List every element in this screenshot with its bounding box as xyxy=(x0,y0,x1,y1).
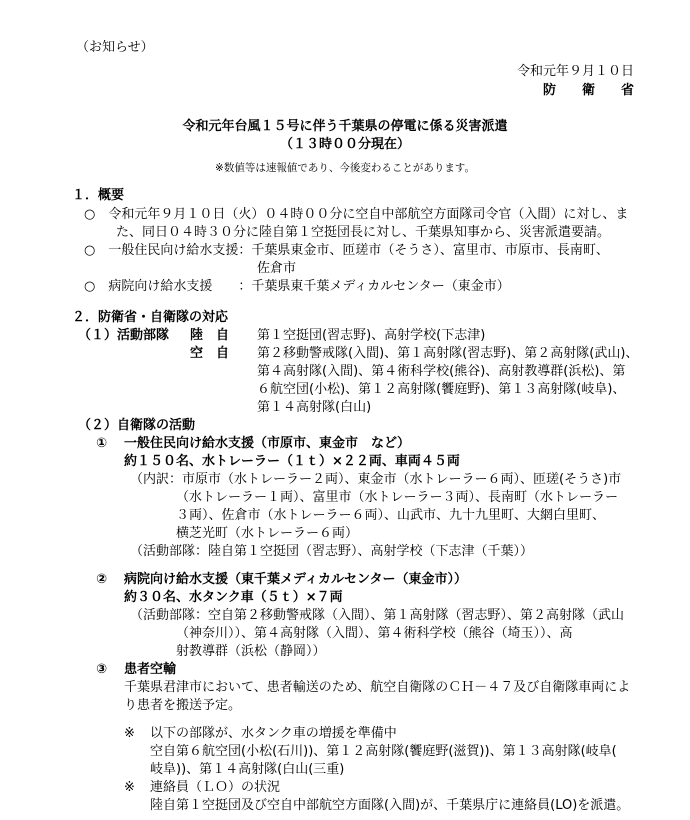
asdf-label: 空 自 xyxy=(190,346,230,361)
item-number: ① xyxy=(96,436,108,451)
document-title: 令和元年台風１５号に伴う千葉県の停電に係る災害派遣 xyxy=(182,119,508,134)
gsdf-units: 第１空挺団(習志野)、高射学校(下志津) xyxy=(257,328,486,343)
overview-line: ○ 令和元年９月１０日（火）０４時００分に空自中部航空方面隊司令官（入間）に対し、ま xyxy=(84,207,629,222)
item-text-line: り患者を搬送予定。 xyxy=(124,698,242,713)
issuer: 防 衛 省 xyxy=(542,83,634,98)
overview-line: 佐倉市 xyxy=(257,261,297,276)
overview-line: た、同日０４時３０分に陸自第１空挺団長に対し、千葉県知事から、災害派遣要請。 xyxy=(116,225,611,240)
item-number: ③ xyxy=(96,662,108,677)
item-text-line: 千葉県君津市において、患者輸送のため、航空自衛隊のＣＨ－４７及び自衛隊車両によ xyxy=(124,680,631,695)
item-summary: 約１５０名、水トレーラー（１ｔ）×２２両、車両４５両 xyxy=(124,454,460,469)
subsection-activities-label: （２）自衛隊の活動 xyxy=(78,418,196,433)
item-detail-line: （活動部隊：空自第２移動警戒隊（入間）、第１高射隊（習志野）、第２高射隊（武山 xyxy=(130,608,625,623)
note-line: 空自第６航空団(小松(石川))、第１２高射隊(饗庭野(滋賀))、第１３高射隊(岐阜( xyxy=(150,744,617,759)
section-heading-overview: １．概要 xyxy=(72,188,125,203)
note-title: 連絡員（ＬＯ）の状況 xyxy=(150,780,281,795)
item-detail-line: （水トレーラー１両）、富里市（水トレーラー３両）、長南町（水トレーラー xyxy=(176,490,619,505)
notice-label: （お知らせ） xyxy=(76,40,154,55)
note-title: 以下の部隊が、水タンク車の増援を準備中 xyxy=(150,726,397,741)
note-line: 岐阜))、第１４高射隊(白山(三重) xyxy=(150,762,345,777)
note-mark: ※ xyxy=(124,780,135,795)
gsdf-label: 陸 自 xyxy=(190,328,230,343)
overview-line: ○ 病院向け給水支援 ：千葉県東千葉メディカルセンター（東金市） xyxy=(84,279,510,294)
item-detail-line: 横芝光町（水トレーラー６両） xyxy=(176,526,359,541)
item-title-airlift: 患者空輸 xyxy=(124,662,177,677)
issue-date: 令和元年９月１０日 xyxy=(516,64,634,79)
item-title-water-hospital: 病院向け給水支援（東千葉メディカルセンター（東金市）） xyxy=(124,572,467,587)
overview-line: ○ 一般住民向け給水支援：千葉県東金市、匝瑳市（そうさ）、富里市、市原市、長南町、 xyxy=(84,243,609,258)
subsection-units-label: （１）活動部隊 xyxy=(78,328,170,343)
item-detail-line: （活動部隊：陸自第１空挺団（習志野）、高射学校（下志津（千葉）） xyxy=(130,544,534,559)
asdf-units-line: 第２移動警戒隊(入間)、第１高射隊(習志野)、第２高射隊(武山)、 xyxy=(257,346,639,361)
asdf-units-line: 第１４高射隊(白山) xyxy=(257,400,372,415)
item-detail-line: （神奈川））、第４高射隊（入間）、第４術科学校（熊谷（埼玉））、高 xyxy=(176,626,573,641)
document-subtitle: （１３時００分現在） xyxy=(279,137,410,152)
section-heading-response: ２．防衛省・自衛隊の対応 xyxy=(72,310,229,325)
asdf-units-line: ６航空団(小松)、第１２高射隊(饗庭野)、第１３高射隊(岐阜)、 xyxy=(257,382,626,397)
note-line: 陸自第１空挺団及び空自中部航空方面隊(入間)が、千葉県庁に連絡員(LO)を派遣。 xyxy=(150,798,630,813)
item-detail-line: ３両）、佐倉市（水トレーラー６両）、山武市、九十九里町、大網白里町、 xyxy=(176,508,606,523)
item-number: ② xyxy=(96,572,108,587)
item-summary: 約３０名、水タンク車（５ｔ）×７両 xyxy=(124,590,343,605)
item-title-water-residents: 一般住民向け給水支援（市原市、東金市 など） xyxy=(124,436,411,451)
note-mark: ※ xyxy=(124,726,135,741)
disclaimer: ※数値等は速報値であり、今後変わることがあります。 xyxy=(215,162,475,174)
item-detail-line: （内訳：市原市（水トレーラー２両）、東金市（水トレーラー６両）、匝瑳(そうさ)市 xyxy=(130,472,622,487)
asdf-units-line: 第４高射隊(入間)、第４術科学校(熊谷)、高射教導群(浜松)、第 xyxy=(257,364,626,379)
item-detail-line: 射教導群（浜松（静岡）） xyxy=(176,644,326,659)
